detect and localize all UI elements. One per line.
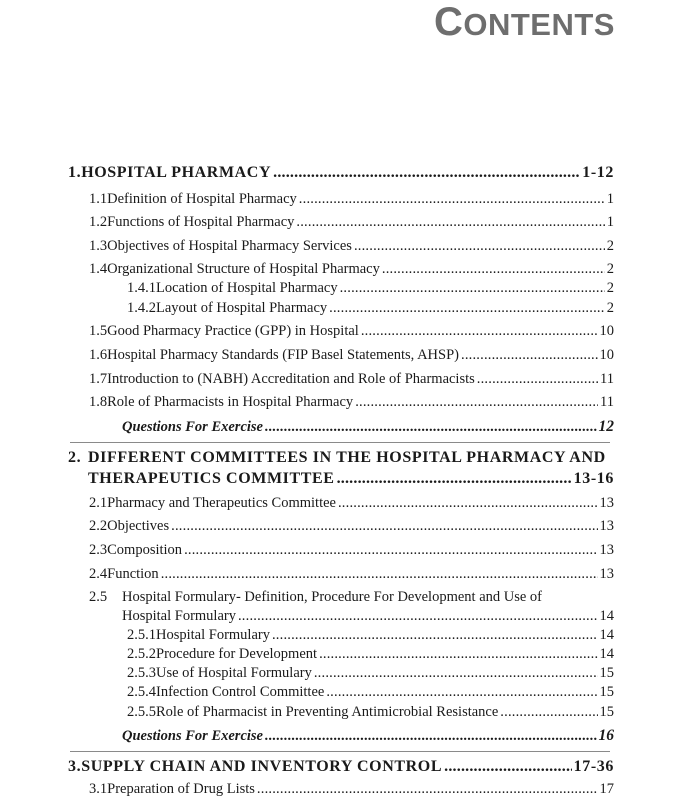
section-divider xyxy=(70,751,610,752)
toc-entry[interactable]: Hospital Formulary ..... 14 xyxy=(122,605,614,627)
dot-leader xyxy=(461,344,598,366)
dot-leader xyxy=(296,211,604,233)
dot-leader xyxy=(329,297,605,319)
toc-entry[interactable]: 1.4 Organizational Structure of Hospital Pharmacy ..... 2 xyxy=(89,258,614,280)
dot-leader xyxy=(354,235,605,257)
page-title: CONTENTS xyxy=(433,0,615,44)
dot-leader xyxy=(361,320,598,342)
toc-chapter-3[interactable]: 3. SUPPLY CHAIN AND INVENTORY CONTROL ..... 17-36 xyxy=(68,756,614,778)
dot-leader xyxy=(184,539,597,561)
dot-leader xyxy=(338,492,598,514)
dot-leader xyxy=(299,188,605,210)
dot-leader xyxy=(273,162,580,184)
toc-entry[interactable]: 1.3 Objectives of Hospital Pharmacy Services ..... 2 xyxy=(89,235,614,257)
section-divider xyxy=(70,442,610,443)
toc-subentry[interactable]: 2.5.4 Infection Control Committee ..... 15 xyxy=(127,681,614,703)
dot-leader xyxy=(500,701,597,723)
toc-entry[interactable]: 1.7 Introduction to (NABH) Accreditation and Role of Pharmacists ..... 11 xyxy=(89,368,614,390)
toc-entry[interactable]: 1.2 Functions of Hospital Pharmacy ..... 1 xyxy=(89,211,614,233)
dot-leader xyxy=(444,756,572,778)
dot-leader xyxy=(477,368,598,390)
toc-subentry[interactable]: 2.5.3 Use of Hospital Formulary ..... 15 xyxy=(127,662,614,684)
toc-entry[interactable]: 1.8 Role of Pharmacists in Hospital Pharmacy ..... 11 xyxy=(89,391,614,413)
dot-leader xyxy=(171,515,597,537)
toc-entry[interactable]: 3.1 Preparation of Drug Lists ..... 17 xyxy=(89,778,614,800)
toc-entry[interactable]: 2.3 Composition ..... 13 xyxy=(89,539,614,561)
toc-subentry[interactable]: 1.4.2 Layout of Hospital Pharmacy ..... 2 xyxy=(127,297,614,319)
toc-subentry[interactable]: 2.5.2 Procedure for Development ..... 14 xyxy=(127,643,614,665)
dot-leader xyxy=(257,778,598,800)
toc-chapter-2-line1[interactable]: 2. DIFFERENT COMMITTEES IN THE HOSPITAL PHARMACY AND xyxy=(68,449,606,466)
toc-entry[interactable]: 2.2 Objectives ..... 13 xyxy=(89,515,614,537)
dot-leader xyxy=(326,681,597,703)
toc-exercise[interactable]: Questions For Exercise ..... 12 xyxy=(122,416,614,438)
toc-entry-line1[interactable]: 2.5 Hospital Formulary- Definition, Procedure For Development and Use of xyxy=(89,589,543,605)
toc-entry[interactable]: 2.1 Pharmacy and Therapeutics Committee ..... 13 xyxy=(89,492,614,514)
toc-exercise[interactable]: Questions For Exercise ..... 16 xyxy=(122,725,614,747)
dot-leader xyxy=(265,416,597,438)
dot-leader xyxy=(355,391,598,413)
toc-chapter-2[interactable]: THERAPEUTICS COMMITTEE ..... 13-16 xyxy=(88,468,614,490)
toc-entry[interactable]: 2.4 Function ..... 13 xyxy=(89,563,614,585)
dot-leader xyxy=(337,468,572,490)
toc-entry[interactable]: 1.6 Hospital Pharmacy Standards (FIP Basel Statements, AHSP) ..... 10 xyxy=(89,344,614,366)
toc-subentry[interactable]: 2.5.5 Role of Pharmacist in Preventing Antimicrobial Resistance ..... 15 xyxy=(127,701,614,723)
toc-entry[interactable]: 1.5 Good Pharmacy Practice (GPP) in Hospital ..... 10 xyxy=(89,320,614,342)
toc-subentry[interactable]: 1.4.1 Location of Hospital Pharmacy ..... 2 xyxy=(127,277,614,299)
toc-entry[interactable]: 1.1 Definition of Hospital Pharmacy ..... 1 xyxy=(89,188,614,210)
toc-chapter-1[interactable]: 1. HOSPITAL PHARMACY ..... 1-12 xyxy=(68,162,614,184)
toc-subentry[interactable]: 2.5.1 Hospital Formulary ..... 14 xyxy=(127,624,614,646)
dot-leader xyxy=(161,563,598,585)
dot-leader xyxy=(340,277,605,299)
dot-leader xyxy=(265,725,597,747)
